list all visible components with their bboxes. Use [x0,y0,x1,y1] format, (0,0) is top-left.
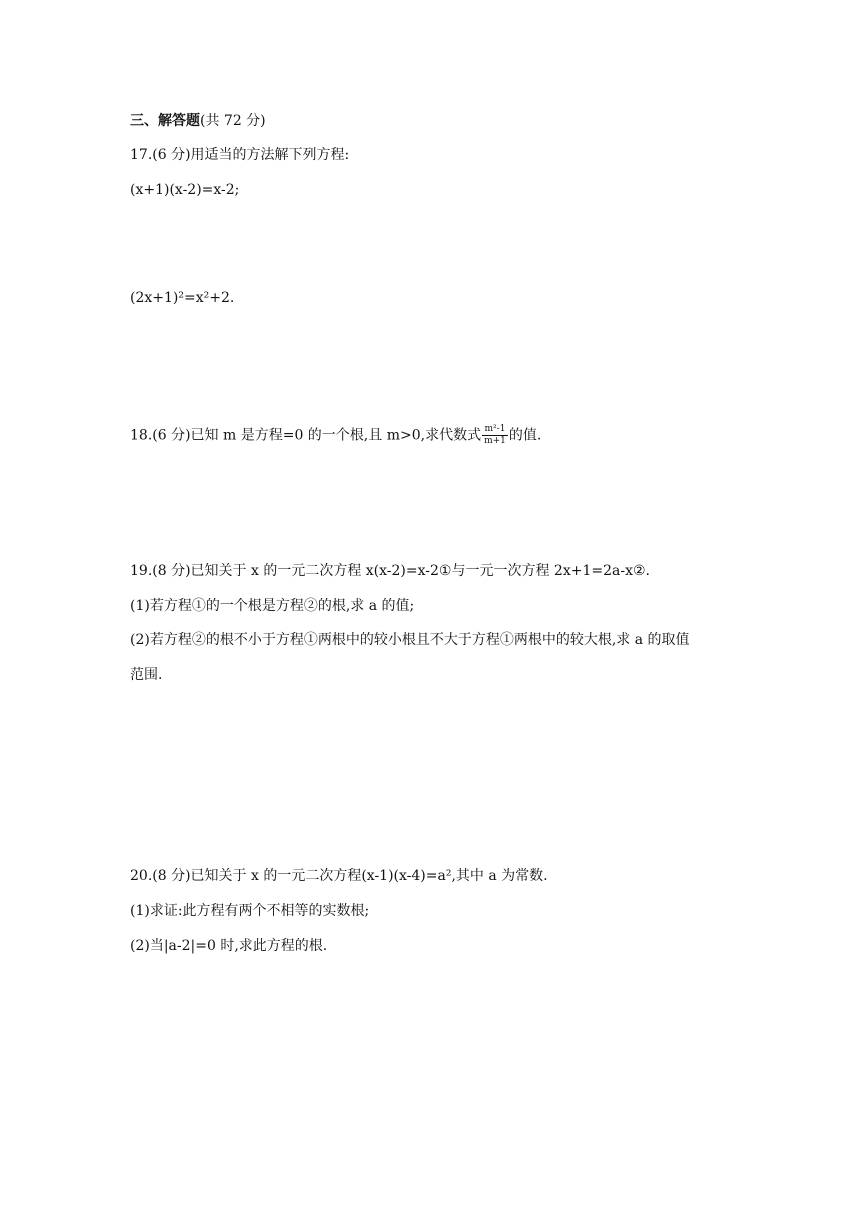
q17-stem: 17.(6 分)用适当的方法解下列方程: [130,147,350,163]
q20-stem: 20.(8 分)已知关于 x 的一元二次方程(x-1)(x-4)=a²,其中 a 为常数. [130,868,548,884]
q18-fraction-numerator: m²-1 [482,424,508,436]
q17-part1: (x+1)(x-2)=x-2; [130,182,240,198]
q19-part2-line1: (2)若方程②的根不小于方程①两根中的较小根且不大于方程①两根中的较大根,求 a 的取值 [130,632,690,648]
q18-stem [130,424,541,447]
q18-fraction-denominator: m+1 [484,436,506,446]
q20-part2: (2)当|a-2|=0 时,求此方程的根. [130,938,328,954]
q18-fraction [482,424,508,447]
section-title-score: (共 72 分) [200,113,266,129]
q17-part2: (2x+1)²=x²+2. [130,290,235,306]
section-title [130,111,266,131]
q19-part2-line2: 范围. [130,667,163,683]
section-title-bold: 三、解答题 [130,113,200,129]
q19-part1: (1)若方程①的一个根是方程②的根,求 a 的值; [130,598,415,614]
q18-text-before: 18.(6 分)已知 m 是方程=0 的一个根,且 m>0,求代数式 [130,427,482,444]
q18-text-after: 的值. [508,427,542,444]
q20-part1: (1)求证:此方程有两个不相等的实数根; [130,903,370,919]
q19-stem: 19.(8 分)已知关于 x 的一元二次方程 x(x-2)=x-2①与一元一次方程 2x+1=2a-x②. [130,563,650,579]
